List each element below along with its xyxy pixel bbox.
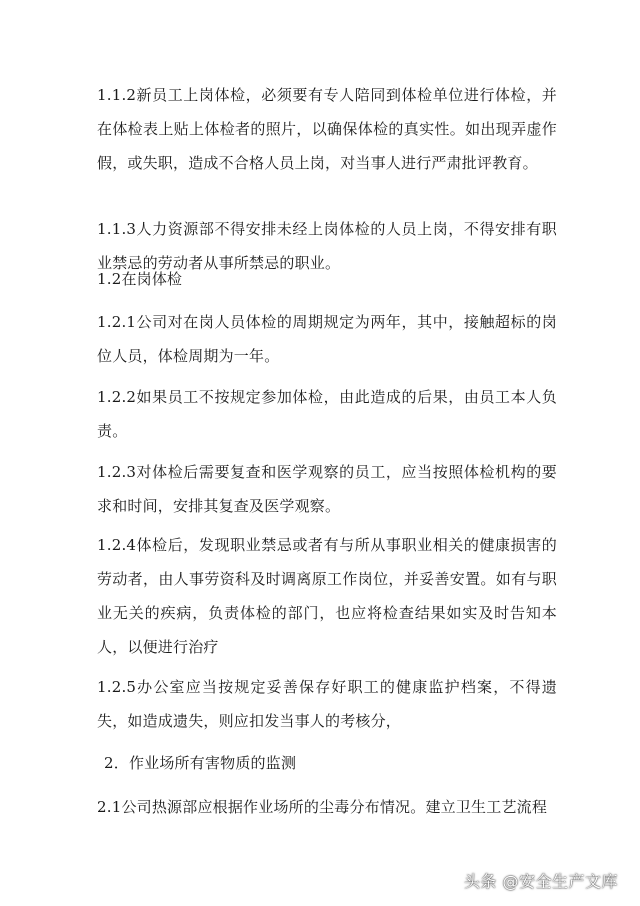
watermark-text: 头条 @安全生产文库 <box>463 872 618 891</box>
section-heading-1-2: 1.2在岗体检 <box>97 270 183 288</box>
paragraph-1-2-1: 1.2.1公司对在岗人员体检的周期规定为两年，其中，接触超标的岗位人员，体检周期为一年。 <box>97 313 557 365</box>
paragraph-1-2-3: 1.2.3对体检后需要复查和医学观察的员工，应当按照体检机构的要求和时间，安排其复查及医学观察。 <box>97 463 557 515</box>
paragraph-1-2-4: 1.2.4体检后，发现职业禁忌或者有与所从事职业相关的健康损害的劳动者，由人事劳资科及时调离原工作岗位，并妥善安置。如有与职业无关的疾病，负责体检的部门，也应将检查结果如实及时告知本人，以便进行治疗 <box>97 536 557 656</box>
paragraph-1-2-2: 1.2.2如果员工不按规定参加体检，由此造成的后果，由员工本人负责。 <box>97 388 557 440</box>
paragraph-2-1: 2.1公司热源部应根据作业场所的尘毒分布情况。建立卫生工艺流程 <box>97 798 548 816</box>
paragraph-1-2-5: 1.2.5办公室应当按规定妥善保存好职工的健康监护档案，不得遗失，如造成遗失，则应扣发当事人的考核分， <box>97 678 557 730</box>
paragraph-1-1-3: 1.1.3人力资源部不得安排未经上岗体检的人员上岗，不得安排有职业禁忌的劳动者从事所禁忌的职业。 <box>97 220 557 272</box>
paragraph-1-1-2: 1.1.2新员工上岗体检，必须要有专人陪同到体检单位进行体检，并在体检表上贴上体检者的照片，以确保体检的真实性。如出现弄虚作假，或失职，造成不合格人员上岗，对当事人进行严肃批评教育。 <box>97 86 557 172</box>
section-heading-2: 2．作业场所有害物质的监测 <box>104 754 297 772</box>
